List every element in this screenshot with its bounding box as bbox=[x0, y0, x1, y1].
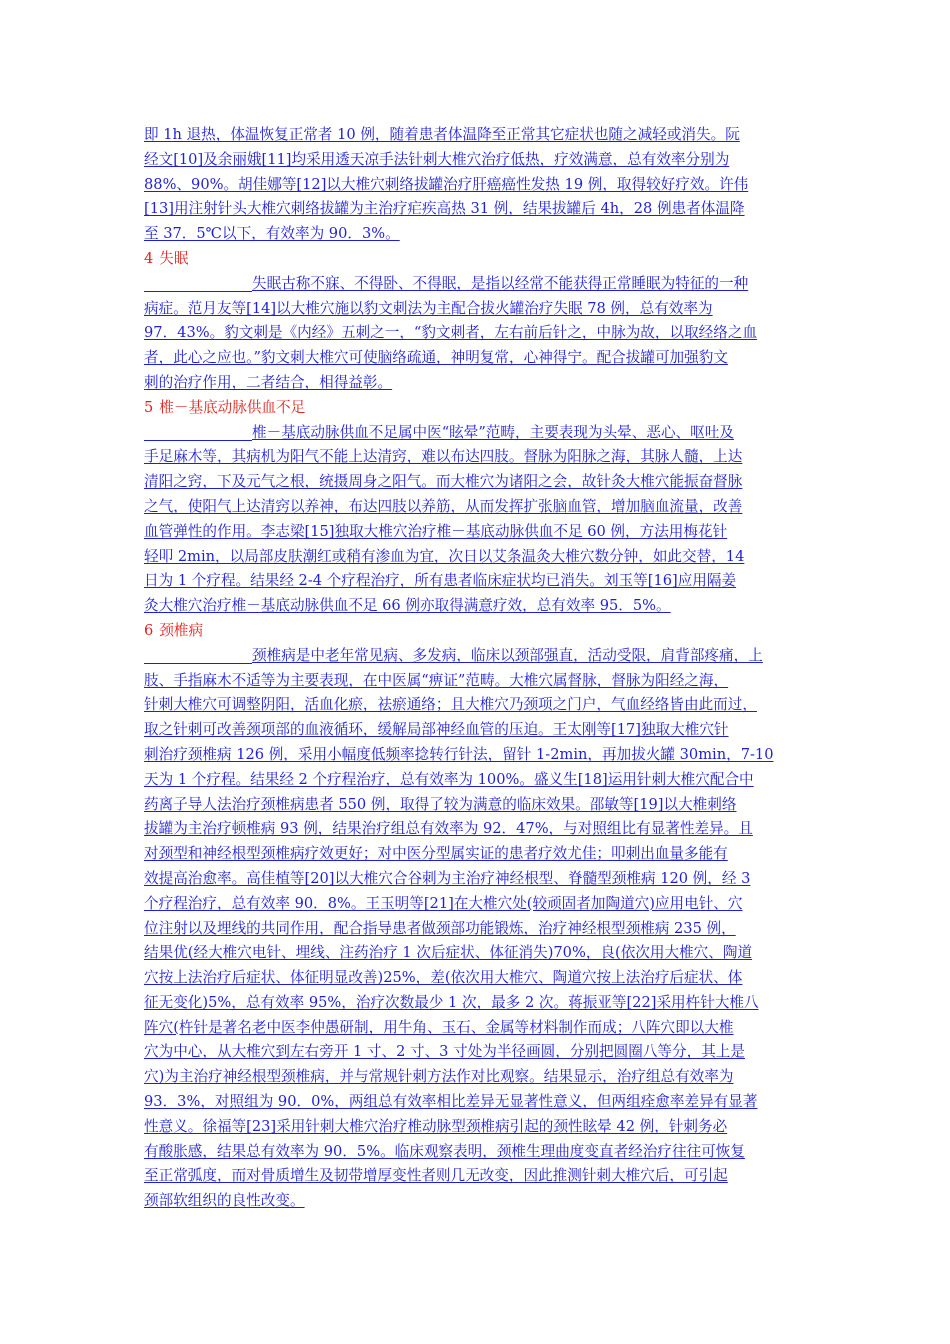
indent-blank bbox=[144, 645, 252, 664]
text-line: 取之针刺可改善颈项部的血液循环，缓解局部神经血管的压迫。王太刚等[17]独取大椎穴针 bbox=[144, 721, 729, 739]
text-line: 至正常弧度，而对骨质增生及韧带增厚变性者则几无改变，因此推测针刺大椎穴后，可引起 bbox=[144, 1167, 728, 1185]
text-line: 清阳之窍，下及元气之根，统摄周身之阳气。而大椎穴为诸阳之会，故针灸大椎穴能振奋督脉 bbox=[144, 473, 743, 491]
text-line: 穴)为主治疗神经根型颈椎病，并与常规针刺方法作对比观察。结果显示，治疗组总有效率为 bbox=[144, 1068, 734, 1086]
text-line: 手足麻木等，其病机为阳气不能上达清窍，难以布达四肢。督脉为阳脉之海，其脉人髓，上达 bbox=[144, 448, 743, 466]
text-line: 灸大椎穴治疗椎－基底动脉供血不足 66 例亦取得满意疗效，总有效率 95．5%。 bbox=[144, 597, 671, 615]
indent-blank bbox=[144, 422, 252, 441]
text-line: 93．3%，对照组为 90．0%，两组总有效率相比差异无显著性意义，但两组痊愈率差异有显著 bbox=[144, 1093, 758, 1111]
text-line: 阵穴(杵针是著名老中医李仲愚研制，用牛角、玉石、金属等材料制作而成；八阵穴即以大椎 bbox=[144, 1018, 734, 1036]
text-line: 者，此心之应也。”豹文刺大椎穴可使脑络疏通，神明复常，心神得宁。配合拔罐可加强豹文 bbox=[144, 349, 728, 367]
text-line: 血管弹性的作用。李志梁[15]独取大椎穴治疗椎－基底动脉供血不足 60 例，方法用梅花针 bbox=[144, 522, 728, 540]
section-heading bbox=[144, 619, 820, 644]
text-line: 88%、90%。胡佳娜等[12]以大椎穴刺络拔罐治疗肝癌癌性发热 19 例，取得较好疗效。许伟 bbox=[144, 175, 749, 193]
section-insomnia bbox=[144, 247, 820, 396]
text-line-content: 颈椎病是中老年常见病、多发病，临床以颈部强直，活动受限，肩背部疼痛，上 bbox=[252, 646, 763, 664]
text-line: 病症。范月友等[14]以大椎穴施以豹文刺法为主配合拔火罐治疗失眠 78 例，总有效率为 bbox=[144, 299, 713, 317]
text-line: 性意义。徐福等[23]采用针刺大椎穴治疗椎动脉型颈椎病引起的颈性眩晕 42 例，针刺务必 bbox=[144, 1117, 728, 1135]
section-heading bbox=[144, 396, 820, 421]
text-line: 位注射以及埋线的共同作用，配合指导患者做颈部功能锻炼，治疗神经根型颈椎病 235 例， bbox=[144, 919, 736, 937]
text-line-content: 失眠古称不寐、不得卧、不得眠，是指以经常不能获得正常睡眠为特征的一种 bbox=[252, 274, 749, 292]
section-number: 6 bbox=[144, 621, 154, 639]
text-line: 之气，使阳气上达清窍以养神，布达四肢以养筋，从而发挥扩张脑血管，增加脑血流量，改善 bbox=[144, 497, 743, 515]
indent-blank bbox=[144, 273, 252, 292]
text-line bbox=[144, 644, 820, 669]
text-line: 针刺大椎穴可调整阴阳，活血化瘀，祛瘀通络；且大椎穴乃颈项之门户，气血经络皆由此而过， bbox=[144, 696, 757, 714]
text-line: 对颈型和神经根型颈椎病疗效更好；对中医分型属实证的患者疗效尤佳；叩刺出血量多能有 bbox=[144, 845, 728, 863]
text-line: 效提高治愈率。高佳植等[20]以大椎穴合谷刺为主治疗神经根型、脊髓型颈椎病 120 例，经 3 bbox=[144, 869, 751, 887]
text-line: 至 37．5℃以下，有效率为 90．3%。 bbox=[144, 225, 400, 243]
text-line: 日为 1 个疗程。结果经 2-4 个疗程治疗，所有患者临床症状均已消失。刘玉等[16]应用隔姜 bbox=[144, 572, 737, 590]
text-line: 有酸胀感，结果总有效率为 90．5%。临床观察表明，颈椎生理曲度变直者经治疗往往可恢复 bbox=[144, 1142, 745, 1160]
section-number: 5 bbox=[144, 398, 154, 416]
document-page bbox=[144, 123, 820, 1214]
text-line bbox=[144, 421, 820, 446]
section-number: 4 bbox=[144, 249, 154, 267]
text-line bbox=[144, 272, 820, 297]
text-line: 97．43%。豹文刺是《内经》五刺之一，“豹文刺者，左右前后针之，中脉为故，以取经络之血 bbox=[144, 324, 758, 342]
text-line: 穴按上法治疗后症状、体征明显改善)25%，差(依次用大椎穴、陶道穴按上法治疗后症状、体 bbox=[144, 969, 743, 987]
text-line: 轻叩 2min，以局部皮肤潮红或稍有渗血为宜，次日以艾条温灸大椎穴数分钟，如此交替，14 bbox=[144, 547, 745, 565]
text-line: 天为 1 个疗程。结果经 2 个疗程治疗，总有效率为 100%。盛义生[18]运用针刺大椎穴配合中 bbox=[144, 770, 754, 788]
text-line: 个疗程治疗，总有效率 90．8%。王玉明等[21]在大椎穴处(较顽固者加陶道穴)应用电针、穴 bbox=[144, 894, 743, 912]
text-line: 刺的治疗作用，二者结合，相得益彰。 bbox=[144, 373, 393, 391]
section-title: 椎－基底动脉供血不足 bbox=[159, 398, 306, 416]
text-line: 征无变化)5%，总有效率 95%，治疗次数最少 1 次，最多 2 次。蒋振亚等[22]采用杵针大椎八 bbox=[144, 993, 759, 1011]
section-cervical-spondylosis bbox=[144, 619, 820, 1214]
text-line: 刺治疗颈椎病 126 例，采用小幅度低频率捻转行针法，留针 1-2min，再加拔火罐 30min，7-10 bbox=[144, 745, 774, 763]
text-line: 药离子导人法治疗颈椎病患者 550 例，取得了较为满意的临床效果。邵敏等[19]以大椎刺络 bbox=[144, 795, 737, 813]
section-title: 失眠 bbox=[159, 249, 189, 267]
text-line: 即 1h 退热，体温恢复正常者 10 例，随着患者体温降至正常其它症状也随之减轻或消失。阮 bbox=[144, 126, 740, 143]
text-line: 结果优(经大椎穴电针、埋线、注药治疗 1 次后症状、体征消失)70%，良(依次用大椎穴、陶道 bbox=[144, 944, 753, 962]
section-title: 颈椎病 bbox=[159, 621, 204, 639]
text-line: [13]用注射针头大椎穴刺络拔罐为主治疗疟疾高热 31 例，结果拔罐后 4h，28 例患者体温降 bbox=[144, 200, 745, 218]
text-line-content: 椎－基底动脉供血不足属中医“眩晕”范畴，主要表现为头晕、恶心、呕吐及 bbox=[252, 423, 734, 441]
section3-tail bbox=[144, 123, 820, 247]
text-line: 拔罐为主治疗顿椎病 93 例，结果治疗组总有效率为 92．47%，与对照组比有显著性差异。且 bbox=[144, 820, 753, 838]
section-vertebrobasilar bbox=[144, 396, 820, 619]
text-line: 颈部软组织的良性改变。 bbox=[144, 1192, 305, 1210]
section-heading bbox=[144, 247, 820, 272]
text-line: 经文[10]及余丽娥[11]均采用透天凉手法针刺大椎穴治疗低热，疗效满意，总有效率分别为 bbox=[144, 150, 730, 168]
text-line: 肢、手指麻木不适等为主要表现，在中医属“痹证”范畴。大椎穴属督脉，督脉为阳经之海， bbox=[144, 671, 729, 689]
text-line: 穴为中心，从大椎穴到左右旁开 1 寸、2 寸、3 寸处为半径画圆，分别把圆圈八等分，其上是 bbox=[144, 1043, 745, 1061]
